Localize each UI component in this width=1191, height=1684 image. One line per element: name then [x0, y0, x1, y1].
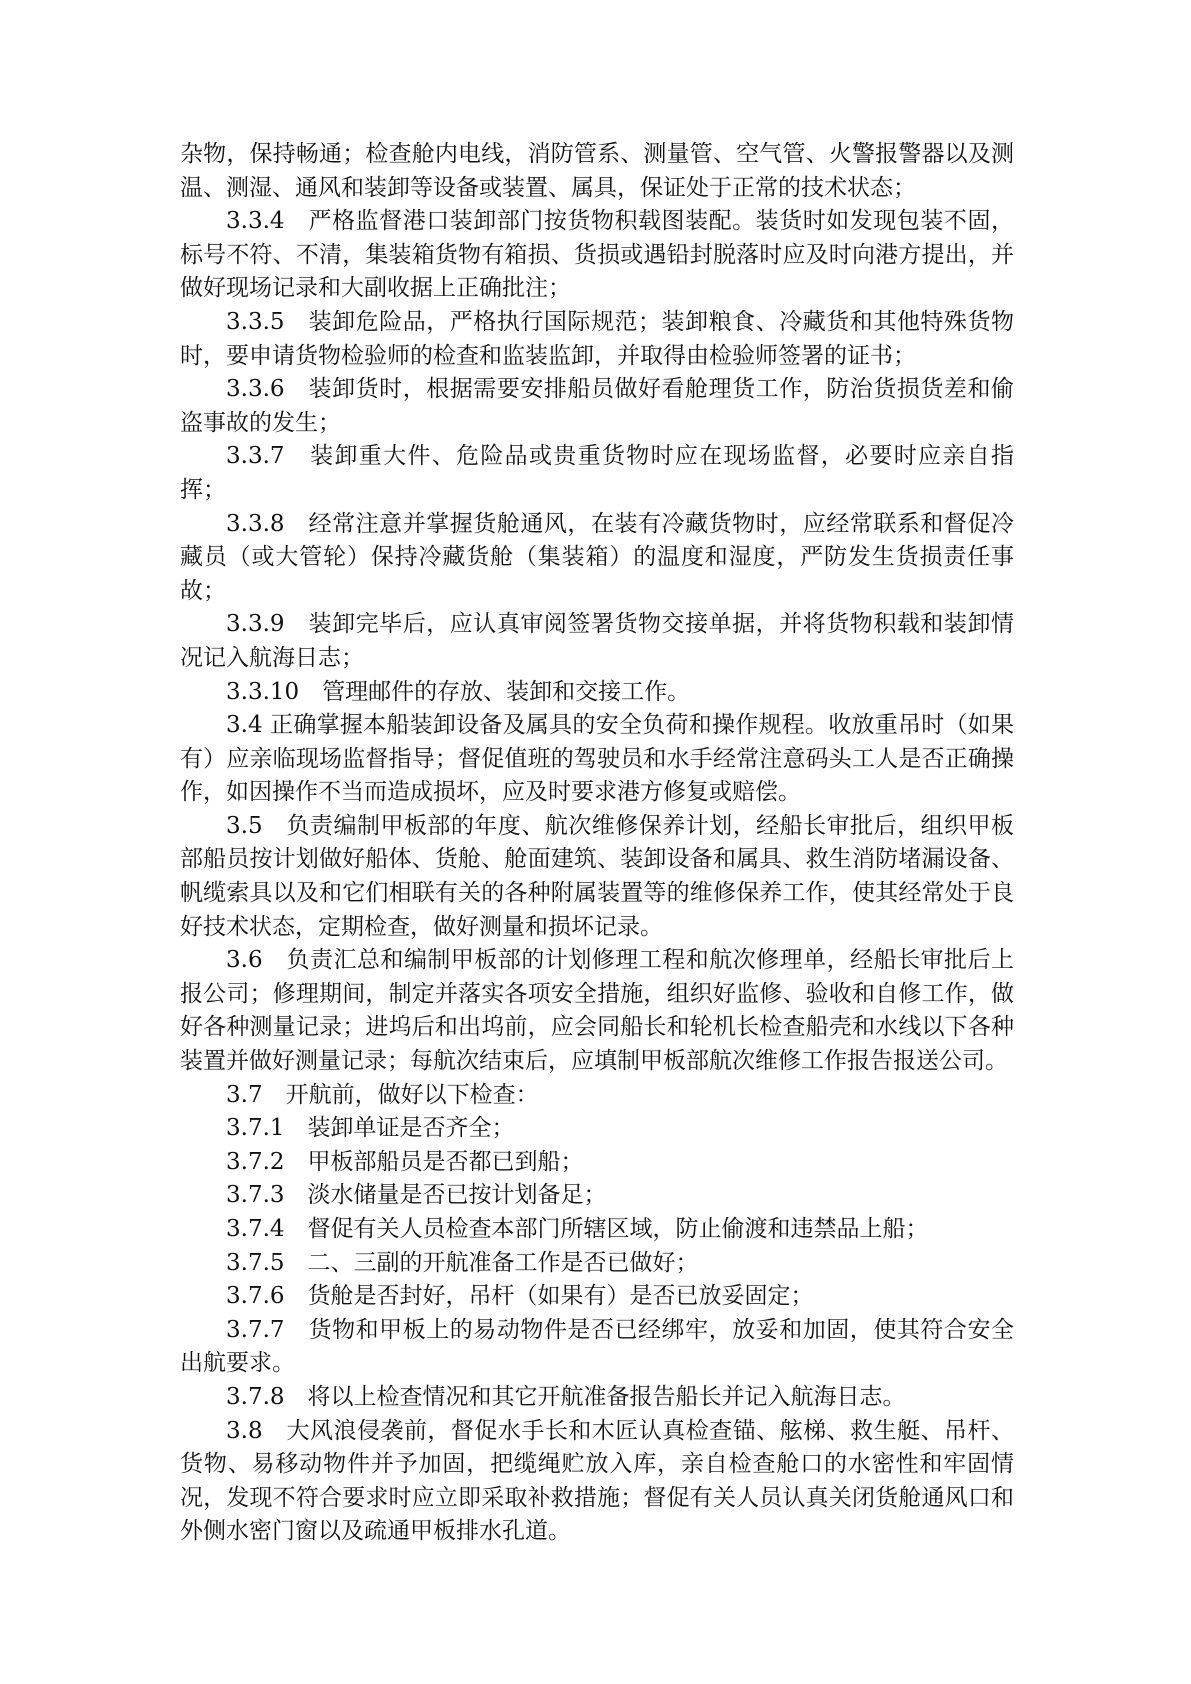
paragraph-3-3-4: 3.3.4 严格监督港口装卸部门按货物积载图装配。装货时如发现包装不固，标号不符、不清，集装箱货物有箱损、货损或遇铅封脱落时应及时向港方提出，并做好现场记录和大副收据上正确批注； [180, 208, 1014, 302]
paragraph-3-6: 3.6 负责汇总和编制甲板部的计划修理工程和航次修理单，经船长审批后上报公司；修理期间，制定并落实各项安全措施，组织好监修、验收和自修工作，做好各种测量记录；进坞后和出坞前，应会同船长和轮机长检查船壳和水线以下各种装置并做好测量记录；每航次结束后，应填制甲板部航次维修工作报告报送公司。 [180, 947, 1014, 1075]
paragraph-3-7: 3.7 开航前，做好以下检查： [226, 1081, 539, 1108]
paragraph-3-8: 3.8 大风浪侵袭前，督促水手长和木匠认真检查锚、舷梯、救生艇、吊杆、货物、易移动物件并予加固，把缆绳贮放入库，亲自检查舱口的水密性和牢固情况，发现不符合要求时应立即采取补救措施；督促有关人员认真关闭货舱通风口和外侧水密门窗以及疏通甲板排水孔道。 [180, 1417, 1014, 1545]
paragraph-3-7-5: 3.7.5 二、三副的开航准备工作是否已做好； [226, 1249, 699, 1276]
paragraph-3-7-7: 3.7.7 货物和甲板上的易动物件是否已经绑牢，放妥和加固，使其符合安全出航要求。 [180, 1316, 1014, 1377]
paragraph-3-3-5: 3.3.5 装卸危险品，严格执行国际规范；装卸粮食、冷藏货和其他特殊货物时，要申请货物检验师的检查和监装监卸，并取得由检验师签署的证书； [180, 308, 1014, 369]
paragraph-3-7-4: 3.7.4 督促有关人员检查本部门所辖区域，防止偷渡和违禁品上船； [226, 1216, 929, 1242]
paragraph-3-3-10: 3.3.10 管理邮件的存放、装卸和交接工作。 [226, 678, 691, 705]
paragraph-3-5: 3.5 负责编制甲板部的年度、航次维修保养计划，经船长审批后，组织甲板部船员按计划做好船体、货舱、舱面建筑、装卸设备和属具、救生消防堵漏设备、帆缆索具以及和它们相联有关的各种附属装置等的维修保养工作，使其经常处于良好技术状态，定期检查，做好测量和损坏记录。 [180, 812, 1014, 940]
paragraph-3-3-7: 3.3.7 装卸重大件、危险品或贵重货物时应在现场监督，必要时应亲自指挥； [180, 443, 1014, 503]
paragraph-3-4: 3.4 正确掌握本船装卸设备及属具的安全负荷和操作规程。收放重吊时（如果有）应亲临现场监督指导；督促值班的驾驶员和水手经常注意码头工人是否正确操作，如因操作不当而造成损坏，应及时要求港方修复或赔偿。 [180, 712, 1014, 806]
paragraph-3-7-3: 3.7.3 淡水储量是否已按计划备足； [226, 1182, 607, 1209]
paragraph-3-3-9: 3.3.9 装卸完毕后，应认真审阅签署货物交接单据，并将货物积载和装卸情况记入航海日志； [180, 611, 1014, 671]
paragraph-3-7-6: 3.7.6 货舱是否封好，吊杆（如果有）是否已放妥固定； [226, 1283, 814, 1310]
document-body [180, 138, 1014, 1549]
paragraph-3-7-1: 3.7.1 装卸单证是否齐全； [226, 1115, 515, 1142]
paragraph-3-3-8: 3.3.8 经常注意并掌握货舱通风，在装有冷藏货物时，应经常联系和督促冷藏员（或大管轮）保持冷藏货舱（集装箱）的温度和湿度，严防发生货损责任事故； [180, 510, 1014, 604]
paragraph-3-3-6: 3.3.6 装卸货时，根据需要安排船员做好看舱理货工作，防治货损货差和偷盗事故的发生； [180, 376, 1014, 436]
paragraph-3-7-8: 3.7.8 将以上检查情况和其它开航准备报告船长并记入航海日志。 [226, 1383, 906, 1410]
paragraph-3-7-2: 3.7.2 甲板部船员是否都已到船； [226, 1148, 584, 1175]
paragraph-continuation: 杂物，保持畅通；检查舱内电线，消防管系、测量管、空气管、火警报警器以及测温、测湿、通风和装卸等设备或装置、属具，保证处于正常的技术状态； [180, 141, 1014, 201]
